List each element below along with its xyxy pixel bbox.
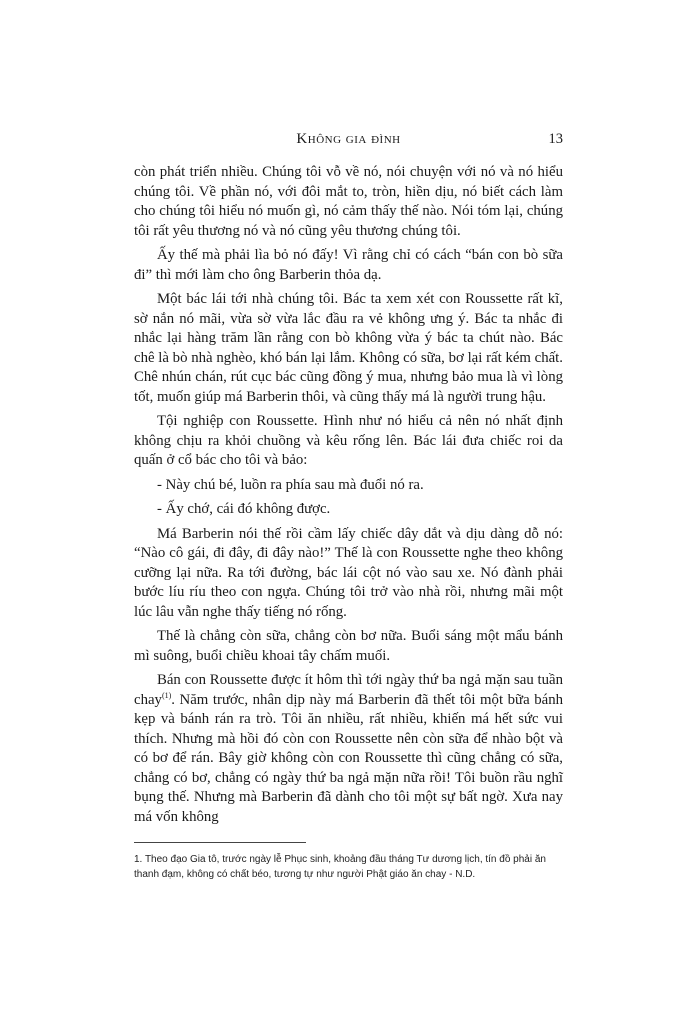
paragraph-text: Bán con Roussette được ít hôm thì tới ngày thứ ba ngả mặn sau tuần chay: [134, 672, 563, 708]
paragraph: Thế là chẳng còn sữa, chẳng còn bơ nữa. Buổi sáng một mẩu bánh mì suông, buổi chiều khoai tây chấm muối.: [134, 628, 563, 664]
dialogue-line: - Này chú bé, luồn ra phía sau mà đuổi nó ra.: [157, 476, 424, 493]
book-title: Không gia đình: [296, 131, 401, 147]
paragraph: Tội nghiệp con Roussette. Hình như nó hiểu cả nên nó nhất định không chịu ra khỏi chuồng và kêu rống lên. Bác lái đưa chiếc roi da quấn ở cổ bác cho tôi và bảo:: [134, 413, 563, 468]
paragraph: còn phát triển nhiều. Chúng tôi vỗ về nó, nói chuyện với nó và nó hiểu chúng tôi. Về phần nó, với đôi mắt to, tròn, hiền dịu, nó biết cách làm cho chúng tôi hiểu nó muốn gì, nó cảm thấy thế nào. Nói tóm lại, chúng tôi rất yêu thương nó và nó cũng yêu thương chúng tôi.: [134, 164, 563, 239]
dialogue-line: - Ấy chớ, cái đó không được.: [157, 501, 331, 517]
body-text: [134, 163, 563, 832]
paragraph: Ấy thế mà phải lìa bỏ nó đấy! Vì rằng chỉ có cách “bán con bò sữa đi” thì mới làm cho ông Barberin thỏa dạ.: [134, 247, 563, 283]
running-header: [134, 131, 563, 151]
paragraph-with-footnote: [134, 671, 563, 827]
footnote-divider: [134, 842, 306, 843]
page-number: 13: [548, 131, 563, 147]
paragraph: Một bác lái tới nhà chúng tôi. Bác ta xem xét con Roussette rất kĩ, sờ nắn nó mãi, vừa sờ vừa lắc đầu ra vẻ không ưng ý. Bác ta nhắc đi nhắc lại hàng trăm lần rằng con bò không vừa ý bác ta chút nào. Bác chê là bò nhà nghèo, khó bán lại lắm. Không có sữa, bơ lại rất kém chất. Chê nhún chán, rút cục bác cũng đồng ý mua, nhưng bảo mua là vì lòng tốt, muốn giúp má Barberin thôi, và cũng thấy má là người trung hậu.: [134, 291, 563, 405]
paragraph-text: . Năm trước, nhân dịp này má Barberin đã thết tôi một bữa bánh kẹp và bánh rán ra trò. Tôi ăn nhiều, rất nhiều, khiến má hết sức vui thích. Nhưng mà hồi đó còn con Roussette nên còn sữa để nhào bột và có bơ để rán. Bây giờ không còn con Roussette thì cũng chẳng có sữa, chẳng có bơ, chẳng có ngày thứ ba ngả mặn nữa rồi! Tôi buồn rầu nghĩ bụng thế. Nhưng mà Barberin đã dành cho tôi một sự bất ngờ. Xưa nay má vốn không: [134, 691, 563, 825]
footnote-marker: (1): [161, 690, 172, 700]
paragraph: Má Barberin nói thế rồi cầm lấy chiếc dây dắt và dịu dàng dỗ nó: “Nào cô gái, đi đây, đi đây nào!” Thế là con Roussette nghe theo không cưỡng lại nữa. Ra tới đường, bác lái cột nó vào sau xe. Nó đành phải bước líu ríu theo con ngựa. Chúng tôi trở vào nhà rồi, nhưng mãi một lúc lâu vẫn nghe thấy tiếng nó rống.: [134, 525, 563, 620]
footnote: 1. Theo đạo Gia tô, trước ngày lễ Phục sinh, khoảng đầu tháng Tư dương lịch, tín đồ phải ăn thanh đạm, không có chất béo, tương tự như người Phật giáo ăn chay - N.D.: [134, 854, 546, 880]
